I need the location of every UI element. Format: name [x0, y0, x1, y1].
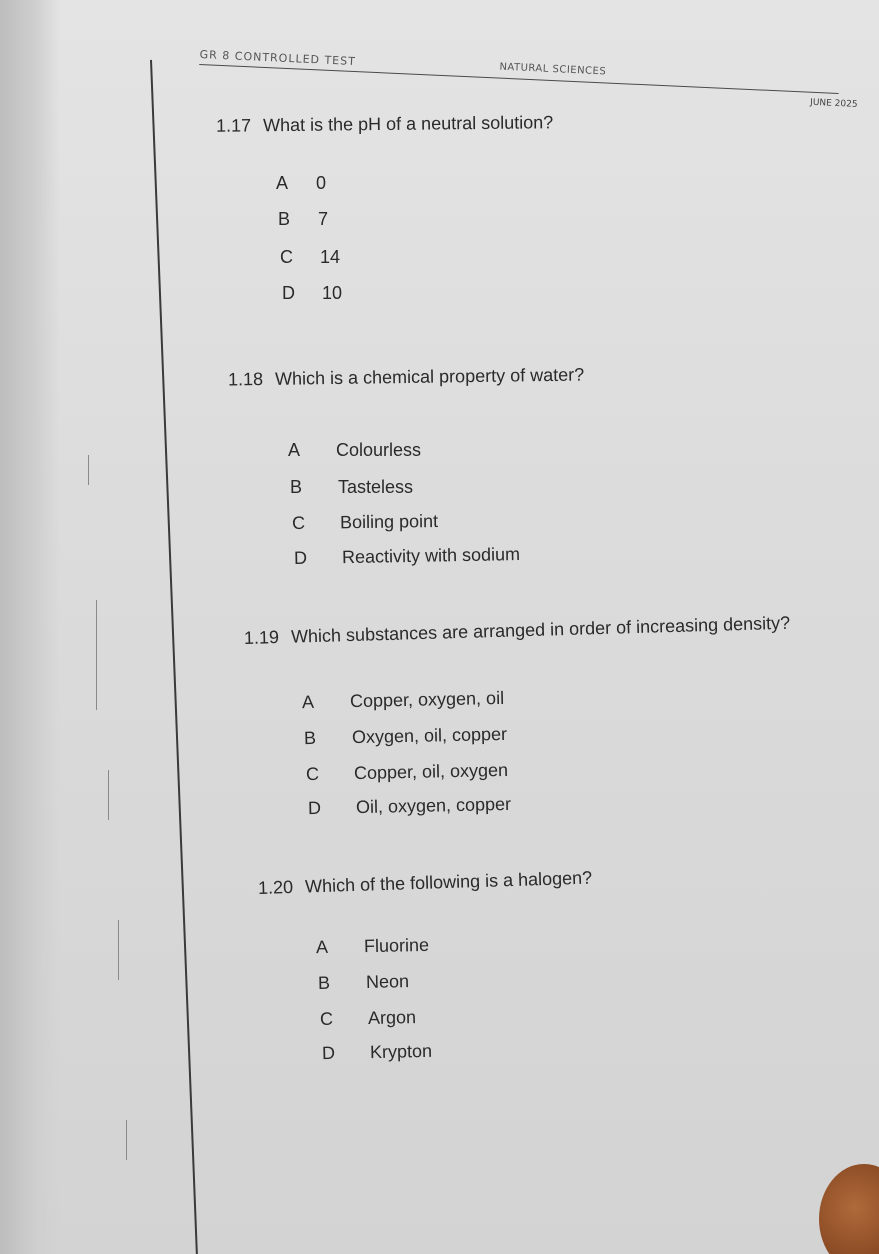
option-letter: A [315, 936, 329, 958]
question-text: Which of the following is a halogen? [304, 867, 593, 897]
option-text: 0 [316, 173, 327, 193]
option-letter: B [303, 727, 317, 749]
test-date: JUNE 2025 [809, 97, 858, 110]
option-letter: D [293, 547, 308, 568]
option-1-18-c[interactable] [292, 511, 438, 534]
option-1-18-b[interactable] [290, 477, 413, 498]
option-1-17-a[interactable] [276, 173, 326, 194]
option-text: Argon [367, 1006, 417, 1028]
option-text: Copper, oil, oxygen [353, 759, 509, 784]
option-letter: C [280, 247, 293, 267]
option-letter: B [290, 477, 303, 497]
option-1-19-d[interactable] [308, 794, 511, 819]
margin-tick [88, 455, 89, 485]
option-1-17-b[interactable] [278, 209, 328, 230]
question-number: 1.20 [257, 876, 294, 898]
margin-tick [118, 920, 119, 980]
option-letter: D [321, 1042, 336, 1064]
option-1-20-c[interactable] [320, 1007, 416, 1030]
option-1-19-a[interactable] [302, 688, 505, 713]
option-text: Krypton [369, 1040, 433, 1063]
option-text: 7 [318, 209, 329, 229]
option-text: Neon [365, 971, 410, 992]
option-letter: D [307, 797, 322, 819]
option-1-17-c[interactable] [280, 247, 340, 268]
test-title: GR 8 CONTROLLED TEST [199, 48, 357, 69]
option-text: Copper, oxygen, oil [349, 687, 505, 712]
option-text: 10 [322, 283, 343, 303]
question-1-19 [244, 614, 791, 647]
option-letter: A [288, 440, 301, 460]
option-text: 14 [320, 247, 341, 267]
margin-tick [108, 770, 109, 820]
page-shadow [0, 0, 60, 1254]
option-1-18-d[interactable] [294, 544, 520, 569]
option-text: Oil, oxygen, copper [355, 793, 512, 818]
option-letter: A [276, 173, 289, 193]
question-text: Which is a chemical property of water? [274, 364, 585, 389]
option-1-19-c[interactable] [306, 760, 509, 785]
option-letter: C [319, 1008, 334, 1030]
question-number: 1.18 [227, 368, 264, 390]
option-1-17-d[interactable] [282, 283, 342, 304]
option-text: Colourless [336, 440, 422, 460]
question-number: 1.17 [215, 115, 252, 136]
option-letter: A [301, 691, 315, 713]
option-1-20-a[interactable] [316, 935, 429, 958]
option-1-18-a[interactable] [288, 440, 421, 461]
option-letter: C [291, 512, 306, 534]
question-text: What is the pH of a neutral solution? [262, 112, 554, 136]
option-letter: D [282, 283, 295, 303]
option-letter: C [305, 763, 320, 785]
thumb-in-corner [819, 1164, 879, 1254]
option-letter: B [278, 209, 291, 229]
option-text: Fluorine [363, 934, 430, 957]
question-1-18 [228, 366, 584, 389]
option-text: Boiling point [339, 510, 439, 533]
margin-tick [96, 600, 97, 710]
option-text: Oxygen, oil, copper [351, 723, 508, 748]
option-text: Reactivity with sodium [341, 544, 521, 568]
margin-tick [126, 1120, 127, 1160]
subject-title: NATURAL SCIENCES [499, 61, 607, 78]
question-text: Which substances are arranged in order of increasing density? [290, 612, 791, 647]
option-1-19-b[interactable] [304, 724, 507, 749]
question-1-20 [258, 869, 593, 897]
option-1-20-b[interactable] [318, 971, 409, 994]
question-1-17 [216, 113, 553, 135]
option-1-20-d[interactable] [322, 1041, 432, 1064]
option-letter: B [317, 972, 331, 993]
margin-line [150, 60, 198, 1254]
option-text: Tasteless [338, 477, 414, 497]
question-number: 1.19 [243, 627, 280, 648]
